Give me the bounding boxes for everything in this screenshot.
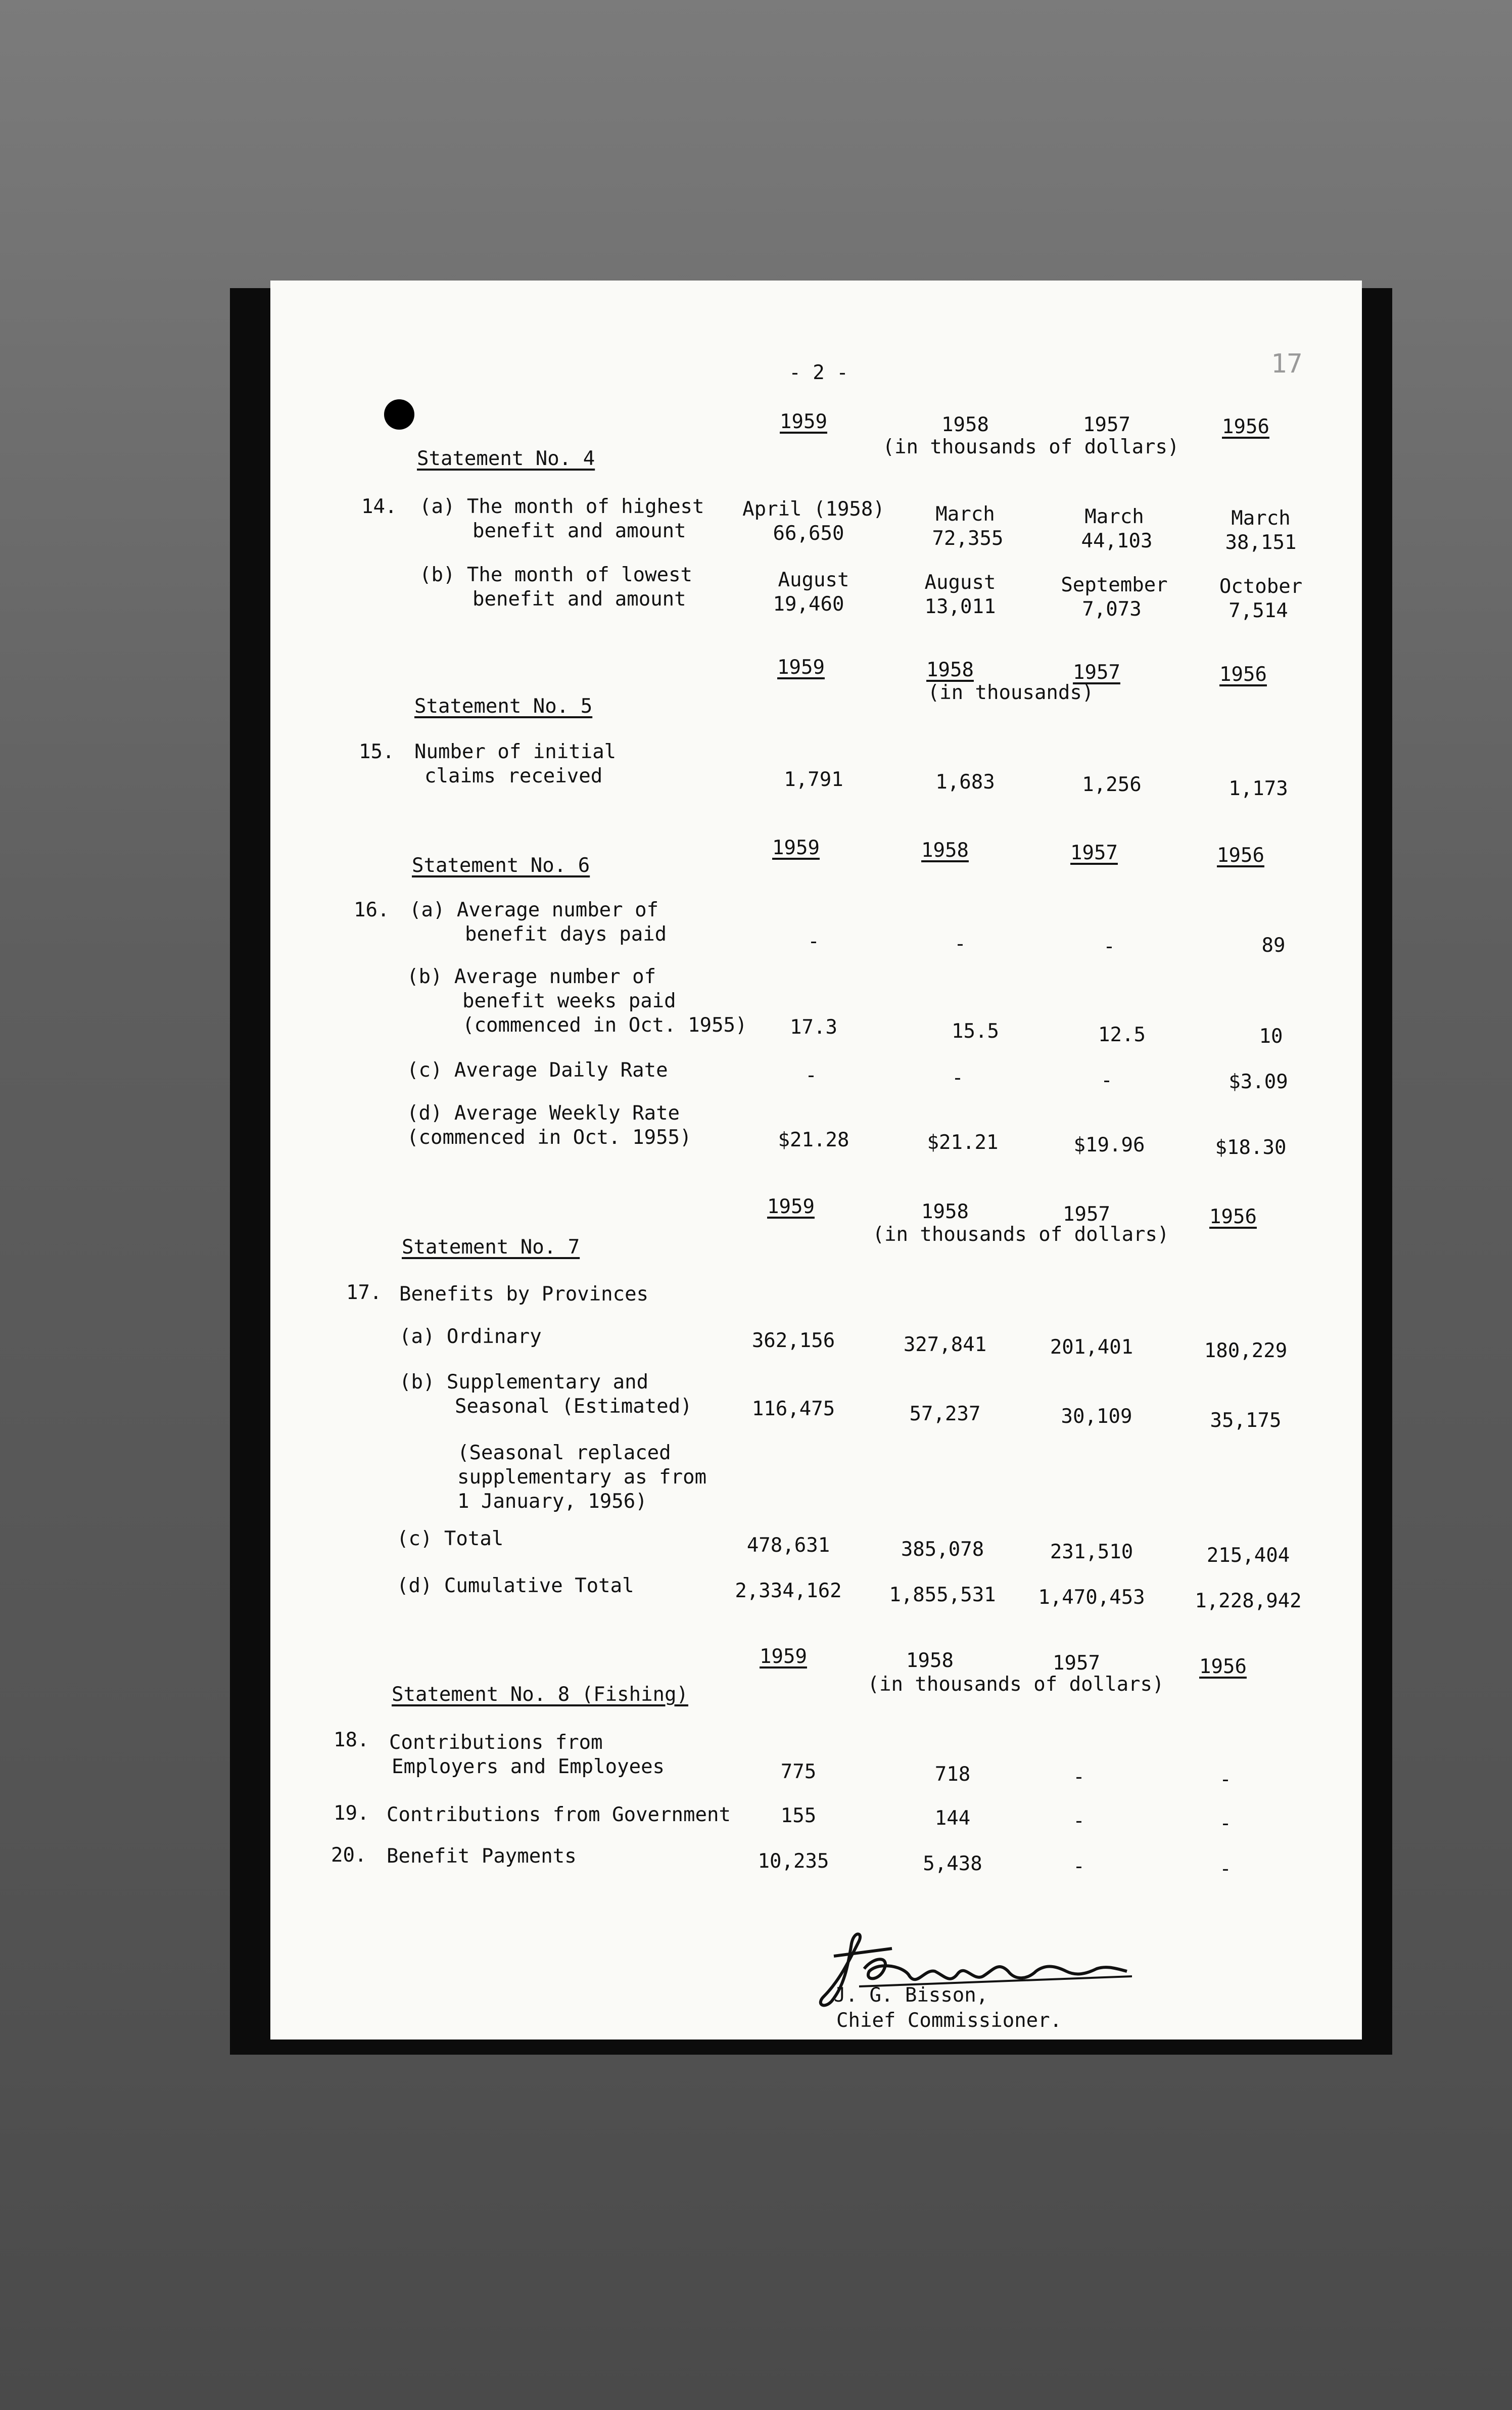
- s7-d-value-1956: 1,228,942: [1195, 1590, 1302, 1612]
- s7-unit-label: (in thousands of dollars): [872, 1223, 1169, 1246]
- s4-b-amount-1958: 13,011: [924, 595, 996, 618]
- s7-d-value-1958: 1,855,531: [889, 1584, 996, 1606]
- s7-c-value-1958: 385,078: [901, 1538, 984, 1561]
- s5-label-line1: Number of initial: [414, 740, 617, 763]
- s7-c-value-1957: 231,510: [1050, 1541, 1133, 1563]
- s8-row19-value-1957: -: [1073, 1810, 1085, 1832]
- s5-unit-label: (in thousands): [927, 681, 1094, 704]
- s6-c-value-1957: -: [1101, 1069, 1113, 1092]
- s4-a-month-1959: April (1958): [742, 498, 885, 521]
- s6-c-value-1956: $3.09: [1228, 1071, 1288, 1093]
- page-number: - 2 -: [789, 361, 848, 384]
- s4-year-1956: 1956: [1222, 415, 1269, 438]
- s6-c-value-1959: -: [805, 1064, 817, 1087]
- s6-item-number: 16.: [354, 899, 390, 921]
- s5-year-1956: 1956: [1219, 663, 1267, 686]
- s5-value-1958: 1,683: [935, 771, 995, 794]
- s5-value-1957: 1,256: [1082, 773, 1142, 796]
- s7-b-label-line2: Seasonal (Estimated): [455, 1395, 692, 1418]
- s7-year-1958: 1958: [921, 1200, 969, 1223]
- s6-b-value-1957: 12.5: [1098, 1024, 1146, 1046]
- s6-d-value-1956: $18.30: [1215, 1136, 1287, 1159]
- s7-d-value-1959: 2,334,162: [735, 1580, 842, 1602]
- s5-title: Statement No. 5: [414, 695, 593, 718]
- s4-b-month-1959: August: [778, 569, 849, 591]
- s4-b-label-line2: benefit and amount: [472, 588, 686, 611]
- s5-label-line2: claims received: [424, 765, 603, 787]
- s6-a-label-line1: (a) Average number of: [409, 899, 659, 921]
- s8-row18-value-1957: -: [1073, 1766, 1085, 1788]
- s7-year-1957: 1957: [1063, 1203, 1110, 1226]
- s4-year-1958: 1958: [941, 413, 989, 436]
- s4-unit-label: (in thousands of dollars): [882, 436, 1179, 458]
- s7-b-value-1958: 57,237: [909, 1403, 981, 1425]
- s8-year-1957: 1957: [1053, 1652, 1100, 1675]
- s6-b-label-line2: benefit weeks paid: [462, 990, 676, 1012]
- s4-b-month-1958: August: [924, 571, 996, 594]
- s4-b-month-1957: September: [1061, 574, 1168, 596]
- s7-d-value-1957: 1,470,453: [1038, 1586, 1145, 1609]
- s4-title: Statement No. 4: [417, 447, 595, 470]
- s7-c-label: (c) Total: [397, 1527, 504, 1550]
- s6-a-label-line2: benefit days paid: [465, 923, 667, 946]
- s6-b-label-line1: (b) Average number of: [407, 965, 656, 988]
- s6-year-1958: 1958: [921, 839, 969, 862]
- s6-d-label-line2: (commenced in Oct. 1955): [407, 1126, 692, 1149]
- s8-row18-number: 18.: [334, 1729, 369, 1751]
- s6-b-value-1959: 17.3: [790, 1016, 837, 1039]
- s7-note-line1: (Seasonal replaced: [457, 1442, 671, 1464]
- s7-a-value-1956: 180,229: [1204, 1339, 1288, 1362]
- s7-c-value-1959: 478,631: [746, 1534, 830, 1557]
- s7-b-label-line1: (b) Supplementary and: [399, 1371, 649, 1394]
- s4-a-label-line2: benefit and amount: [472, 520, 686, 542]
- s4-item-number: 14.: [361, 495, 397, 518]
- s8-row19-value-1958: 144: [934, 1807, 971, 1830]
- s4-a-month-1956: March: [1231, 507, 1291, 530]
- punch-hole: [384, 399, 414, 430]
- s6-b-label-line3: (commenced in Oct. 1955): [462, 1014, 747, 1037]
- s7-a-label: (a) Ordinary: [399, 1325, 542, 1348]
- s8-row18-value-1958: 718: [934, 1763, 971, 1786]
- s5-year-1957: 1957: [1073, 661, 1120, 684]
- s4-b-amount-1956: 7,514: [1228, 599, 1288, 622]
- signatory-title: Chief Commissioner.: [836, 2009, 1062, 2032]
- s6-year-1959: 1959: [772, 837, 820, 859]
- signatory-name: J. G. Bisson,: [834, 1984, 988, 2007]
- s8-year-1956: 1956: [1199, 1655, 1247, 1678]
- s8-row18-label-line2: Employers and Employees: [392, 1755, 665, 1778]
- s6-d-label-line1: (d) Average Weekly Rate: [407, 1102, 680, 1125]
- s5-value-1959: 1,791: [784, 768, 843, 791]
- s6-a-value-1959: -: [808, 930, 820, 953]
- s6-b-value-1958: 15.5: [952, 1020, 999, 1043]
- s6-a-value-1958: -: [954, 933, 966, 955]
- s7-a-value-1957: 201,401: [1050, 1336, 1133, 1359]
- s7-d-label: (d) Cumulative Total: [397, 1574, 634, 1597]
- s6-year-1957: 1957: [1070, 842, 1118, 864]
- s4-a-amount-1958: 72,355: [932, 527, 1004, 550]
- s7-year-1959: 1959: [767, 1195, 815, 1218]
- s7-c-value-1956: 215,404: [1206, 1544, 1290, 1567]
- s7-heading: Benefits by Provinces: [399, 1283, 649, 1306]
- s8-row19-label: Contributions from Government: [387, 1803, 731, 1826]
- s8-row20-value-1956: -: [1219, 1858, 1232, 1880]
- s7-year-1956: 1956: [1209, 1206, 1257, 1228]
- s5-year-1959: 1959: [777, 656, 825, 679]
- s4-a-amount-1957: 44,103: [1081, 530, 1153, 552]
- s4-a-month-1958: March: [935, 503, 995, 526]
- s6-title: Statement No. 6: [412, 854, 590, 877]
- s4-a-label-line1: (a) The month of highest: [419, 495, 704, 518]
- s8-row20-value-1958: 5,438: [923, 1852, 982, 1875]
- s4-b-label-line1: (b) The month of lowest: [419, 564, 693, 586]
- s7-a-value-1959: 362,156: [751, 1329, 835, 1352]
- s7-note-line3: 1 January, 1956): [457, 1490, 647, 1513]
- s7-b-value-1956: 35,175: [1210, 1409, 1282, 1432]
- s4-year-1959: 1959: [780, 410, 827, 433]
- s4-b-amount-1957: 7,073: [1082, 598, 1142, 621]
- s8-row18-value-1959: 775: [780, 1760, 817, 1783]
- s8-row18-value-1956: -: [1219, 1768, 1232, 1791]
- s8-year-1958: 1958: [906, 1649, 954, 1672]
- s8-year-1959: 1959: [760, 1645, 807, 1668]
- s6-a-value-1957: -: [1103, 935, 1115, 958]
- s7-item-number: 17.: [346, 1281, 382, 1304]
- s8-row18-label-line1: Contributions from: [389, 1731, 603, 1754]
- s4-a-month-1957: March: [1084, 505, 1144, 528]
- s6-b-value-1956: 10: [1259, 1025, 1283, 1048]
- s6-d-value-1959: $21.28: [778, 1129, 849, 1151]
- s8-row20-value-1957: -: [1073, 1855, 1085, 1878]
- s5-year-1958: 1958: [926, 659, 974, 681]
- s6-d-value-1957: $19.96: [1073, 1134, 1145, 1156]
- s7-b-value-1957: 30,109: [1061, 1405, 1132, 1428]
- s8-row19-number: 19.: [334, 1802, 369, 1825]
- s4-a-amount-1959: 66,650: [773, 522, 844, 545]
- s4-a-amount-1956: 38,151: [1225, 531, 1297, 554]
- s6-c-label: (c) Average Daily Rate: [407, 1059, 668, 1082]
- s4-b-month-1956: October: [1219, 575, 1303, 598]
- s6-d-value-1958: $21.21: [927, 1131, 999, 1154]
- s8-row19-value-1959: 155: [780, 1804, 817, 1827]
- s8-unit-label: (in thousands of dollars): [867, 1673, 1164, 1696]
- s7-note-line2: supplementary as from: [457, 1466, 707, 1489]
- s6-year-1956: 1956: [1217, 844, 1264, 867]
- s6-a-value-1956: 89: [1261, 934, 1286, 957]
- s4-year-1957: 1957: [1083, 413, 1130, 436]
- s8-row20-number: 20.: [331, 1844, 367, 1867]
- s6-c-value-1958: -: [952, 1067, 964, 1089]
- corner-page-mark: 17: [1271, 349, 1303, 379]
- s4-b-amount-1959: 19,460: [773, 593, 844, 616]
- s7-title: Statement No. 7: [402, 1236, 580, 1259]
- s8-row20-value-1959: 10,235: [758, 1850, 829, 1873]
- s5-value-1956: 1,173: [1228, 777, 1288, 800]
- s7-a-value-1958: 327,841: [903, 1333, 987, 1356]
- s8-row20-label: Benefit Payments: [387, 1845, 577, 1868]
- s5-item-number: 15.: [359, 740, 395, 763]
- s8-title: Statement No. 8 (Fishing): [392, 1683, 688, 1706]
- s7-b-value-1959: 116,475: [751, 1398, 835, 1420]
- s8-row19-value-1956: -: [1219, 1812, 1232, 1835]
